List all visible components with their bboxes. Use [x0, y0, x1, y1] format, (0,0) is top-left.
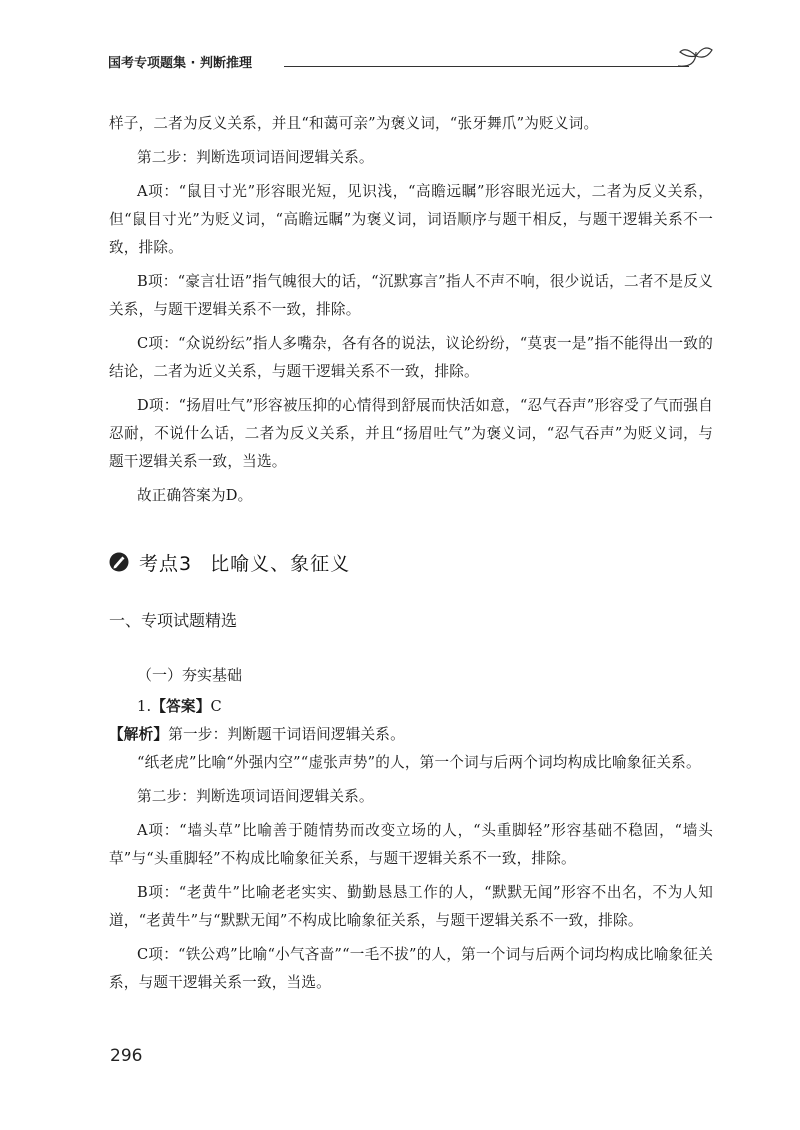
- kaodian-title: 比喻义、象征义: [210, 552, 351, 575]
- kaodian-heading: [109, 547, 713, 577]
- paragraph: C项：“众说纷纭”指人多嘴杂，各有各的说法，议论纷纷，“莫衷一是”指不能得出一致的结论，二者为近义关系，与题干逻辑关系不一致，排除。: [109, 335, 713, 380]
- analysis-text: 第一步：判断题干词语间逻辑关系。: [168, 726, 405, 743]
- paragraph: C项：“铁公鸡”比喻“小气吝啬”“一毛不拔”的人，第一个词与后两个词均构成比喻象征关系，与题干逻辑关系一致，当选。: [109, 946, 713, 991]
- paragraph: 第二步：判断选项词语间逻辑关系。: [137, 788, 374, 805]
- answer-line: [109, 693, 713, 721]
- paragraph: B项：“老黄牛”比喻老老实实、勤勤恳恳工作的人，“默默无闻”形容不出名，不为人知道，“老黄牛”与“默默无闻”不构成比喻象征关系，与题干逻辑关系不一致，排除。: [109, 884, 713, 929]
- page-body: [109, 110, 713, 997]
- answer-value: C: [210, 698, 222, 715]
- paragraph: 样子，二者为反义关系，并且“和蔼可亲”为褒义词，“张牙舞爪”为贬义词。: [109, 115, 599, 132]
- header-title: 国考专项题集 · 判断推理: [108, 56, 252, 71]
- paragraph: B项：“豪言壮语”指气魄很大的话，“沉默寡言”指人不声不响，很少说话，二者不是反义关系，与题干逻辑关系不一致，排除。: [109, 273, 713, 318]
- kaodian-label: 考点3: [139, 552, 193, 575]
- paragraph: 第二步：判断选项词语间逻辑关系。: [137, 149, 374, 166]
- analysis-line: [109, 721, 713, 749]
- paragraph: “纸老虎”比喻“外强内空”“虚张声势”的人，第一个词与后两个词均构成比喻象征关系。: [137, 754, 701, 771]
- question-number: 1.: [137, 698, 152, 715]
- answer-label: 【答案】: [151, 698, 211, 715]
- analysis-label: 【解析】: [109, 726, 169, 743]
- subsection-heading: （一）夯实基础: [137, 666, 243, 684]
- running-header: [108, 50, 720, 74]
- paragraph: 故正确答案为D。: [137, 487, 253, 504]
- paragraph: A项：“鼠目寸光”形容眼光短，见识浅，“高瞻远瞩”形容眼光远大，二者为反义关系，但“鼠目寸光”为贬义词，“高瞻远瞩”为褒义词，词语顺序与题干相反，与题干逻辑关系不一致，排除。: [109, 183, 713, 256]
- sprout-icon: [676, 44, 716, 74]
- page-number: 296: [110, 1046, 143, 1066]
- header-rule: [284, 66, 689, 67]
- section-heading: 一、专项试题精选: [109, 611, 238, 630]
- pencil-badge-icon: [109, 552, 129, 572]
- paragraph: A项：“墙头草”比喻善于随情势而改变立场的人，“头重脚轻”形容基础不稳固，“墙头草”与“头重脚轻”不构成比喻象征关系，与题干逻辑关系不一致，排除。: [109, 822, 713, 867]
- paragraph: D项：“扬眉吐气”形容被压抑的心情得到舒展而快活如意，“忍气吞声”形容受了气而强自忍耐，不说什么话，二者为反义关系，并且“扬眉吐气”为褒义词，“忍气吞声”为贬义词，与题干逻辑关系一致，当选。: [109, 397, 713, 470]
